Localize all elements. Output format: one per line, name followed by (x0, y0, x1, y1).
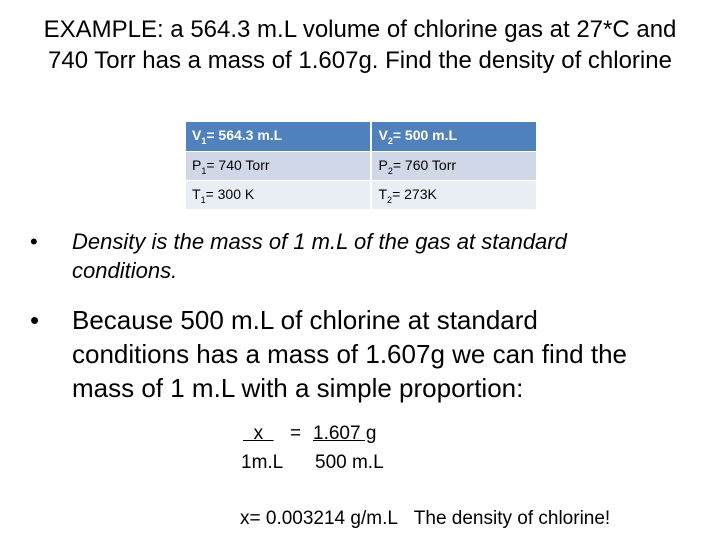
table-cell-p1: $P_1= 740$ Torr (186, 152, 371, 181)
proportion-equals-sign: = (290, 423, 302, 444)
bullet-text: Density is the mass of 1 m.L of the gas at standard conditions. (72, 229, 567, 283)
bullet-marker: • (30, 229, 38, 254)
slide-title: EXAMPLE: a 564.3 m.L volume of chlorine gas at 27*C and 740 Torr has a mass of 1.607g. Find the density of chlorine (43, 16, 677, 74)
table-row (186, 181, 536, 210)
table-cell-t1: $T_1= 300$ K (186, 181, 371, 210)
gas-conditions-table (186, 122, 536, 209)
proportion-right-denominator: 500 m.L (315, 452, 384, 473)
table-cell-v1: $V_1= 564.3$ m.L (186, 122, 371, 152)
table-cell-p2: $P_2= 760$ Torr (371, 152, 536, 181)
bullet-text: Because 500 m.L of chlorine at standard conditions has a mass of 1.607g we can find the mass of 1 m.L with a simple proportion: (72, 305, 628, 403)
table-row (186, 152, 536, 181)
answer-line (240, 508, 610, 530)
bullet-marker: • (30, 305, 40, 335)
proportion-right-numerator: 1.607 g (313, 423, 377, 444)
answer-comment: The density of chlorine! (413, 508, 611, 529)
answer-result: x= 0.003214 g/m.L (240, 508, 398, 529)
table-row (186, 122, 536, 152)
proportion-left-numerator: x (253, 423, 264, 444)
table-cell-t2: $T_2= 273K$ (371, 181, 536, 210)
table-cell-v2: $V_2= 500$ m.L (371, 122, 536, 152)
proportion-left-denominator: 1m.L (241, 452, 284, 473)
